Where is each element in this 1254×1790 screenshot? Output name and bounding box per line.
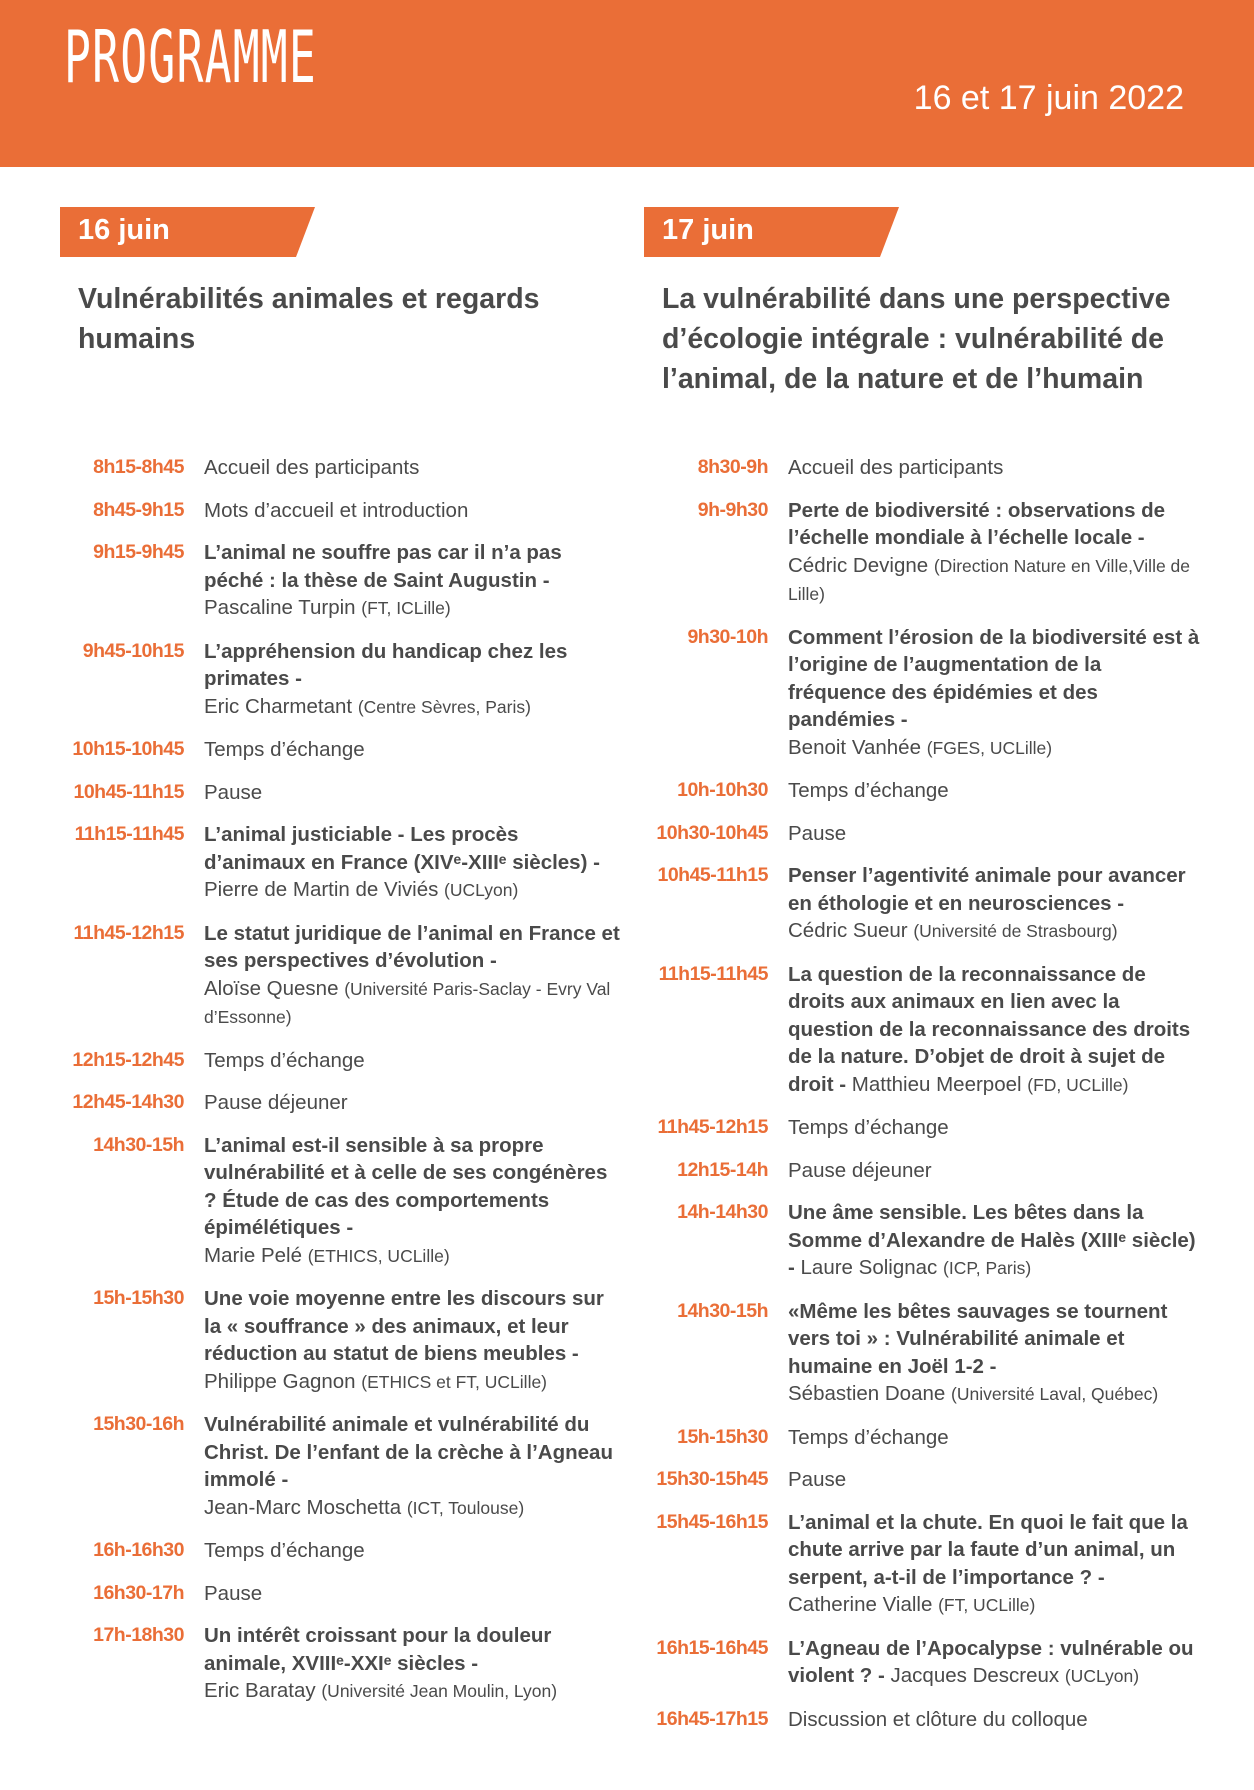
speaker-affiliation: (Centre Sèvres, Paris) — [357, 696, 531, 717]
time-slot: 15h30-16h — [93, 1413, 184, 1435]
speaker-affiliation: (FGES, UCLille) — [926, 737, 1053, 758]
event-dates: 16 et 17 juin 2022 — [913, 79, 1184, 117]
talk-title: Une voie moyenne entre les discours sur la « souffrance » des animaux, et leur réduction au statut de biens meubles - — [204, 1287, 604, 1365]
speaker-name: Jacques Descreux — [890, 1664, 1060, 1687]
session-text: Temps d’échange — [204, 1539, 365, 1562]
session-description — [204, 1132, 620, 1271]
time-slot: 11h15-11h45 — [658, 962, 768, 985]
session-description — [788, 820, 1204, 848]
session-description — [204, 539, 620, 623]
session-description — [204, 1622, 620, 1706]
session-description — [788, 1509, 1204, 1620]
time-slot: 8h30-9h — [697, 456, 768, 478]
session-description — [204, 1285, 620, 1396]
schedule-item — [644, 1199, 1204, 1283]
session-text: Temps d’échange — [788, 779, 949, 802]
schedule-item — [60, 1411, 620, 1522]
page-title: PROGRAMME — [64, 15, 318, 99]
talk-title: L’animal justiciable - Les procès d’animaux en France (XIVᵉ-XIIIᵉ siècles) - — [204, 823, 600, 874]
schedule-item — [60, 736, 620, 764]
session-text: Mots d’accueil et introduction — [204, 498, 469, 522]
speaker-name: Aloïse Quesne — [204, 976, 339, 1000]
speaker-name: Philippe Gagnon — [204, 1369, 356, 1393]
time-slot: 16h30-17h — [93, 1581, 184, 1604]
session-description — [788, 777, 1204, 805]
schedule-item — [644, 454, 1204, 482]
time-slot: 17h-18h30 — [93, 1624, 184, 1646]
schedule-item — [644, 1424, 1204, 1452]
speaker-name: Catherine Vialle — [788, 1593, 933, 1616]
schedule-item — [644, 1298, 1204, 1409]
schedule-item — [60, 1132, 620, 1271]
session-description — [204, 736, 620, 764]
day1-title: Vulnérabilités animales et regards humains — [78, 283, 540, 355]
session-description — [788, 1199, 1204, 1283]
session-text: Pause — [204, 1581, 263, 1605]
time-slot: 14h30-15h — [93, 1133, 184, 1156]
session-description — [204, 1089, 620, 1117]
speaker-name: Pascaline Turpin — [204, 596, 356, 619]
day2-schedule — [644, 454, 1204, 1748]
schedule-item — [60, 1285, 620, 1396]
speaker-affiliation: (Université Paris-Saclay - Evry Val d’Essonne) — [204, 978, 611, 1027]
session-description — [788, 1114, 1204, 1142]
day2-tab — [644, 207, 899, 257]
schedule-item — [644, 1157, 1204, 1185]
talk-title: L’Agneau de l’Apocalypse : vulnérable ou violent ? - — [788, 1636, 1194, 1687]
speaker-affiliation: (FT, ICLille) — [361, 598, 451, 618]
schedule-item — [60, 920, 620, 1032]
session-description — [788, 1706, 1204, 1734]
talk-title: L’appréhension du handicap chez les primates - — [204, 639, 568, 690]
day1-tab — [60, 207, 315, 257]
talk-title: Le statut juridique de l’animal en France et ses perspectives d’évolution - — [204, 921, 620, 972]
time-slot: 11h15-11h45 — [74, 823, 184, 845]
schedule-item — [60, 539, 620, 623]
session-description — [204, 1047, 620, 1075]
session-text: Accueil des participants — [788, 456, 1004, 479]
session-text: Temps d’échange — [204, 738, 365, 761]
schedule-item — [60, 638, 620, 722]
speaker-name: Sébastien Doane — [788, 1382, 946, 1405]
speaker-affiliation: (UCLyon) — [1064, 1666, 1140, 1686]
speaker-affiliation: (Université Jean Moulin, Lyon) — [321, 1681, 558, 1701]
time-slot: 11h45-12h15 — [657, 1116, 768, 1138]
schedule-item — [644, 961, 1204, 1100]
day2-column — [644, 207, 1204, 1731]
talk-title: Penser l’agentivité animale pour avancer en éthologie et en neurosciences - — [788, 864, 1186, 915]
session-text: Pause — [788, 1468, 847, 1491]
session-text: Pause déjeuner — [204, 1091, 348, 1114]
time-slot: 10h30-10h45 — [656, 821, 768, 844]
session-text: Temps d’échange — [788, 1425, 949, 1449]
session-description — [788, 1466, 1204, 1494]
talk-title: Un intérêt croissant pour la douleur animale, XVIIIᵉ-XXIᵉ siècles - — [204, 1624, 552, 1675]
time-slot: 15h30-15h45 — [656, 1468, 768, 1490]
speaker-name: Matthieu Meerpoel — [851, 1072, 1022, 1096]
speaker-name: Laure Solignac — [800, 1256, 938, 1279]
session-description — [204, 821, 620, 905]
schedule-item — [60, 1580, 620, 1608]
schedule-item — [644, 777, 1204, 805]
session-text: Discussion et clôture du colloque — [788, 1707, 1088, 1731]
time-slot: 12h45-14h30 — [72, 1091, 184, 1113]
session-description — [204, 454, 620, 482]
session-description — [788, 1157, 1204, 1185]
schedule-item — [60, 454, 620, 482]
talk-title: L’animal ne souffre pas car il n’a pas péché : la thèse de Saint Augustin - — [204, 541, 562, 592]
time-slot: 12h15-14h — [677, 1158, 768, 1181]
session-description — [204, 920, 620, 1032]
speaker-name: Eric Charmetant — [204, 694, 353, 718]
schedule-item — [60, 821, 620, 905]
time-slot: 16h15-16h45 — [656, 1636, 768, 1659]
time-slot: 14h30-15h — [677, 1299, 768, 1322]
time-slot: 10h15-10h45 — [72, 738, 184, 760]
session-text: Temps d’échange — [204, 1048, 365, 1072]
schedule-item — [644, 820, 1204, 848]
speaker-name: Marie Pelé — [204, 1243, 302, 1267]
session-description — [788, 862, 1204, 946]
session-description — [788, 497, 1204, 609]
session-description — [788, 961, 1204, 1100]
schedule-item — [644, 1635, 1204, 1691]
session-text: Pause déjeuner — [788, 1158, 932, 1182]
day2-label: 17 juin — [662, 214, 754, 246]
schedule-item — [644, 1509, 1204, 1620]
time-slot: 10h45-11h15 — [73, 780, 184, 803]
time-slot: 9h30-10h — [687, 625, 768, 648]
talk-title: L’animal est-il sensible à sa propre vulnérabilité et à celle de ses congénères ? Étude de cas des comportements épimélétiques - — [204, 1133, 608, 1239]
talk-title: L’animal et la chute. En quoi le fait que la chute arrive par la faute d’un animal, un serpent, a-t-il de l’importance ? - — [788, 1510, 1188, 1589]
speaker-name: Pierre de Martin de Viviés — [204, 878, 439, 901]
day1-label: 16 juin — [78, 214, 170, 246]
schedule-item — [644, 497, 1204, 609]
session-text: Pause — [788, 821, 847, 845]
session-text: Pause — [204, 780, 263, 804]
talk-title: La question de la reconnaissance de droits aux animaux en lien avec la question de la reconnaissance des droits de la nature. D’objet de droit à sujet de droit - — [788, 962, 1191, 1096]
session-text: Temps d’échange — [788, 1116, 949, 1139]
speaker-affiliation: (UCLyon) — [444, 880, 519, 900]
session-description — [204, 497, 620, 525]
schedule-item — [60, 497, 620, 525]
speaker-affiliation: (Direction Nature en Ville,Ville de Lille) — [788, 555, 1191, 604]
speaker-affiliation: (ETHICS et FT, UCLille) — [361, 1371, 548, 1392]
talk-title: Vulnérabilité animale et vulnérabilité du Christ. De l’enfant de la crèche à l’Agneau immolé - — [204, 1413, 613, 1491]
time-slot: 15h-15h30 — [677, 1425, 768, 1448]
session-description — [788, 454, 1204, 482]
schedule-item — [644, 1114, 1204, 1142]
time-slot: 9h15-9h45 — [93, 541, 184, 563]
talk-title: «Même les bêtes sauvages se tournent vers toi » : Vulnérabilité animale et humaine en Joël 1-2 - — [788, 1299, 1168, 1378]
session-description — [204, 1411, 620, 1522]
day1-schedule — [60, 454, 620, 1721]
schedule-item — [644, 1706, 1204, 1734]
speaker-affiliation: (ICT, Toulouse) — [406, 1497, 525, 1518]
speaker-affiliation: (FD, UCLille) — [1027, 1074, 1129, 1095]
speaker-name: Jean-Marc Moschetta — [204, 1495, 402, 1519]
session-description — [788, 624, 1204, 763]
time-slot: 15h45-16h15 — [656, 1510, 768, 1533]
session-description — [788, 1298, 1204, 1409]
time-slot: 15h-15h30 — [93, 1287, 184, 1309]
day2-title: La vulnérabilité dans une perspective d’écologie intégrale : vulnérabilité de l’animal, de la nature et de l’humain — [662, 283, 1171, 395]
schedule-item — [644, 862, 1204, 946]
time-slot: 9h-9h30 — [697, 498, 768, 521]
speaker-name: Cédric Devigne — [788, 553, 929, 577]
day1-column — [60, 207, 620, 1702]
schedule-item — [60, 1047, 620, 1075]
speaker-name: Eric Baratay — [204, 1679, 316, 1702]
speaker-affiliation: (ICP, Paris) — [943, 1258, 1032, 1278]
schedule-item — [644, 1466, 1204, 1494]
schedule-item — [60, 1622, 620, 1706]
time-slot: 11h45-12h15 — [73, 921, 184, 944]
session-description — [204, 1580, 620, 1608]
speaker-affiliation: (Université Laval, Québec) — [951, 1384, 1159, 1404]
speaker-affiliation: (FT, UCLille) — [938, 1595, 1036, 1615]
time-slot: 10h-10h30 — [677, 779, 768, 801]
session-description — [204, 638, 620, 722]
header-banner — [0, 0, 1254, 167]
time-slot: 10h45-11h15 — [657, 864, 768, 886]
schedule-item — [60, 779, 620, 807]
time-slot: 8h45-9h15 — [93, 498, 184, 521]
talk-title: Comment l’érosion de la biodiversité est à l’origine de l’augmentation de la fréquence des épidémies et des pandémies - — [788, 625, 1200, 731]
speaker-name: Cédric Sueur — [788, 919, 908, 942]
session-text: Accueil des participants — [204, 456, 420, 479]
session-description — [788, 1635, 1204, 1691]
session-description — [204, 779, 620, 807]
talk-title: Perte de biodiversité : observations de l’échelle mondiale à l’échelle locale - — [788, 498, 1166, 549]
session-description — [788, 1424, 1204, 1452]
schedule-item — [60, 1537, 620, 1565]
speaker-name: Benoit Vanhée — [788, 735, 921, 759]
time-slot: 8h15-8h45 — [93, 456, 184, 478]
schedule-item — [60, 1089, 620, 1117]
time-slot: 9h45-10h15 — [82, 639, 184, 662]
speaker-affiliation: (Université de Strasbourg) — [913, 921, 1118, 941]
schedule-item — [644, 624, 1204, 763]
time-slot: 14h-14h30 — [677, 1201, 768, 1223]
time-slot: 16h-16h30 — [93, 1539, 184, 1561]
speaker-affiliation: (ETHICS, UCLille) — [307, 1245, 450, 1266]
talk-title: Une âme sensible. Les bêtes dans la Somme d’Alexandre de Halès (XIIIᵉ siècle) - — [788, 1201, 1196, 1279]
time-slot: 16h45-17h15 — [656, 1707, 768, 1730]
time-slot: 12h15-12h45 — [72, 1048, 184, 1071]
session-description — [204, 1537, 620, 1565]
